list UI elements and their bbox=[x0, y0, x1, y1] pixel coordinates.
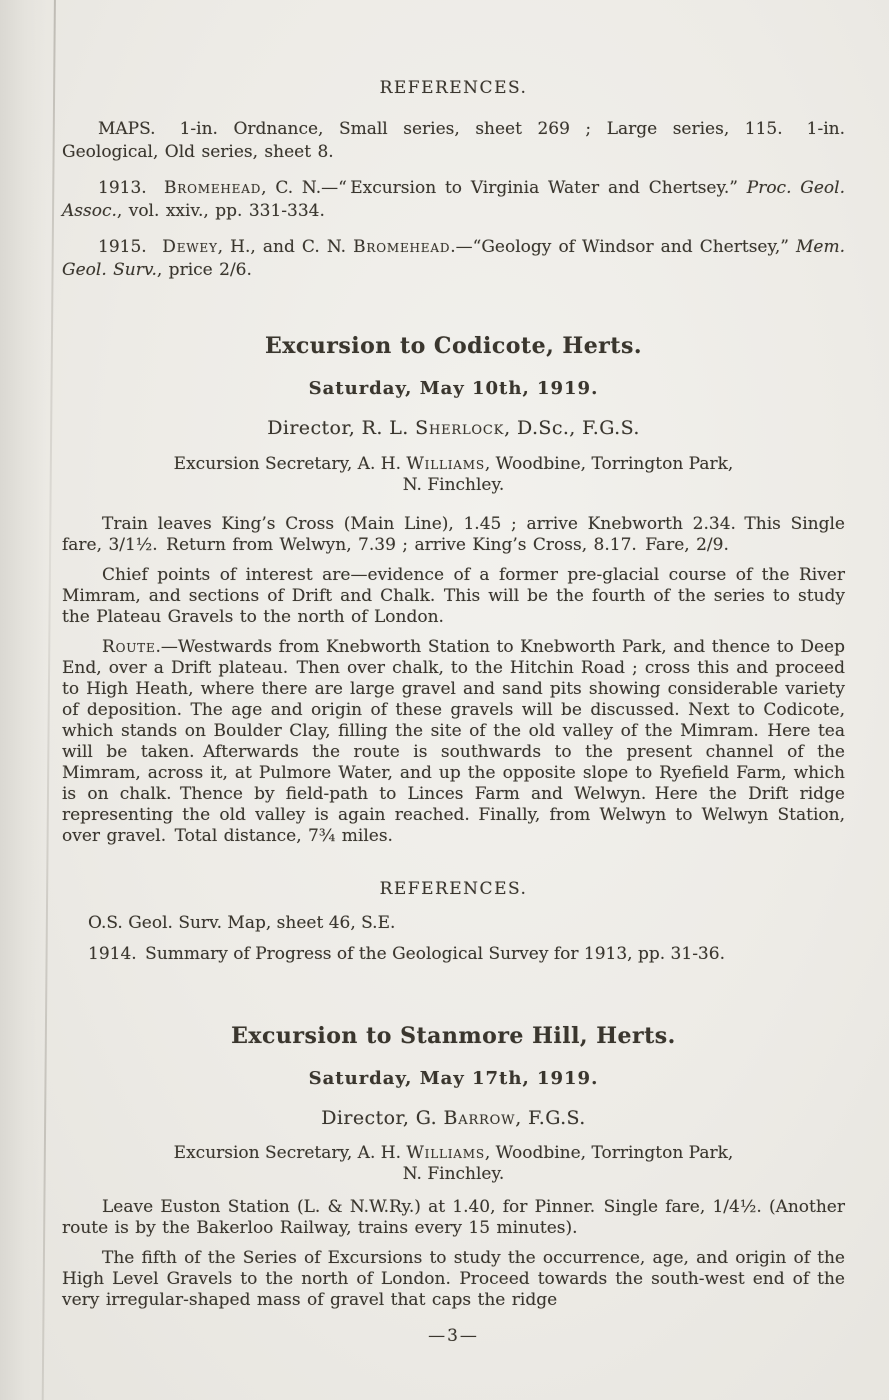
references-top-heading: REFERENCES. bbox=[379, 78, 528, 98]
text-run: 1915. bbox=[98, 237, 163, 257]
text-run: Leave Euston Station (L. & N.W.Ry.) at 1.40, for Pinner. Single fare, 1/4½. (Another route is by the Bakerloo Railway, trains every 15 minutes). bbox=[62, 1197, 845, 1238]
text-run-smallcaps: Williams bbox=[406, 1143, 485, 1163]
reference-entry-1915 bbox=[62, 236, 845, 282]
text-run: , F.G.S. bbox=[515, 1107, 586, 1129]
text-run: .—“Geology of Windsor and Chertsey,” bbox=[450, 237, 797, 257]
reference-line-1914: 1914. Summary of Progress of the Geological Survey for 1913, pp. 31-36. bbox=[88, 944, 725, 964]
page-number: —3— bbox=[428, 1326, 479, 1346]
text-run-smallcaps: Bromehead bbox=[353, 237, 451, 257]
text-run: N. Finchley. bbox=[402, 1164, 505, 1184]
paragraph-chief-points bbox=[62, 565, 845, 628]
text-run-italic: Mem. Geol. Surv. bbox=[62, 237, 846, 280]
text-run: , Woodbine, Torrington Park, bbox=[484, 1143, 734, 1163]
text-run: Director, G. bbox=[321, 1107, 444, 1129]
text-run: Excursion Secretary, A. H. bbox=[173, 454, 407, 474]
text-run: .—Westwards from Knebworth Station to Knebworth Park, and thence to Deep End, over a Drift plateau. Then over chalk, to the Hitchin Road ; cross this and proceed to High Heath, where there are large gravel and sand pits showing considerable variety of deposition. The age and origin of these gravels will be discussed. Next to Codicote, which stands on Boulder Clay, filling the site of the old valley of the Mimram. Here tea will be taken. Afterwards the route is southwards to the present channel of the Mimram, across it, at Pulmore Water, and up the opposite slope to Ryefield Farm, which is on chalk. Thence by field-path to Linces Farm and Welwyn. Here the Drift ridge representing the old valley is again reached. Finally, from Welwyn to Welwyn Station, over gravel. Total distance, 7¾ miles. bbox=[62, 637, 845, 846]
text-run: Director, R. L. bbox=[267, 417, 416, 439]
reference-line-os-map: O.S. Geol. Surv. Map, sheet 46, S.E. bbox=[88, 913, 396, 933]
text-run: , H., and C. N. bbox=[217, 237, 354, 257]
paragraph-euston-departure bbox=[62, 1197, 845, 1239]
excursion-stanmore-section bbox=[62, 1022, 845, 1311]
excursion-codicote-director bbox=[62, 416, 845, 440]
excursion-codicote-title: Excursion to Codicote, Herts. bbox=[265, 333, 642, 359]
reference-entry-maps bbox=[62, 118, 845, 164]
text-run-smallcaps: Route bbox=[102, 637, 156, 657]
excursion-codicote-date: Saturday, May 10th, 1919. bbox=[308, 378, 599, 399]
text-run-smallcaps: Bromehead bbox=[163, 178, 262, 198]
text-run: 1913. bbox=[98, 178, 164, 198]
text-run: N. Finchley. bbox=[402, 475, 505, 495]
binding-edge-shadow bbox=[0, 0, 46, 1400]
excursion-stanmore-title: Excursion to Stanmore Hill, Herts. bbox=[231, 1023, 676, 1049]
text-run: , Woodbine, Torrington Park, bbox=[484, 454, 734, 474]
text-run: Excursion Secretary, A. H. bbox=[173, 1143, 407, 1163]
excursion-codicote-section bbox=[62, 332, 845, 847]
excursion-stanmore-secretary bbox=[62, 1143, 845, 1185]
text-run-italic: Proc. Geol. Assoc. bbox=[62, 178, 845, 221]
excursion-stanmore-director bbox=[62, 1106, 845, 1130]
excursion-stanmore-date: Saturday, May 17th, 1919. bbox=[308, 1068, 599, 1089]
text-run: Train leaves King’s Cross (Main Line), 1.45 ; arrive Knebworth 2.34. This Single fare, 3/1½. Return from Welwyn, 7.39 ; arrive King’s Cross, 8.17. Fare, 2/9. bbox=[62, 514, 845, 555]
text-run: The fifth of the Series of Excursions to study the occurrence, age, and origin of the High Level Gravels to the north of London. Proceed towards the south-west end of the very irregular-shaped mass of gravel that caps the ridge bbox=[62, 1248, 845, 1310]
reference-entry-1913 bbox=[62, 177, 845, 223]
text-run-smallcaps: Williams bbox=[406, 454, 485, 474]
text-run-smallcaps: Dewey bbox=[162, 237, 218, 257]
text-run: , D.Sc., F.G.S. bbox=[504, 417, 640, 439]
excursion-codicote-secretary bbox=[62, 454, 845, 496]
text-run: , price 2/6. bbox=[156, 260, 252, 280]
paragraph-fifth-excursion bbox=[62, 1248, 845, 1311]
text-run: , vol. xxiv., pp. 331-334. bbox=[116, 201, 325, 221]
paragraph-route bbox=[62, 637, 845, 847]
paragraph-train-times bbox=[62, 514, 845, 556]
text-run: MAPS. 1-in. Ordnance, Small series, sheet 269 ; Large series, 115. 1-in. Geological, Old series, sheet 8. bbox=[62, 119, 845, 162]
text-run-smallcaps: Barrow bbox=[443, 1107, 516, 1129]
text-run: , C. N.—“ Excursion to Virginia Water and Chertsey.” bbox=[261, 178, 747, 198]
page-content bbox=[62, 78, 845, 1347]
references-mid-heading: REFERENCES. bbox=[379, 879, 528, 899]
text-run-smallcaps: Sherlock bbox=[415, 417, 505, 439]
text-run: Chief points of interest are—evidence of a former pre-glacial course of the River Mimram, and sections of Drift and Chalk. This will be the fourth of the series to study the Plateau Gravels to the north of London. bbox=[62, 565, 845, 627]
